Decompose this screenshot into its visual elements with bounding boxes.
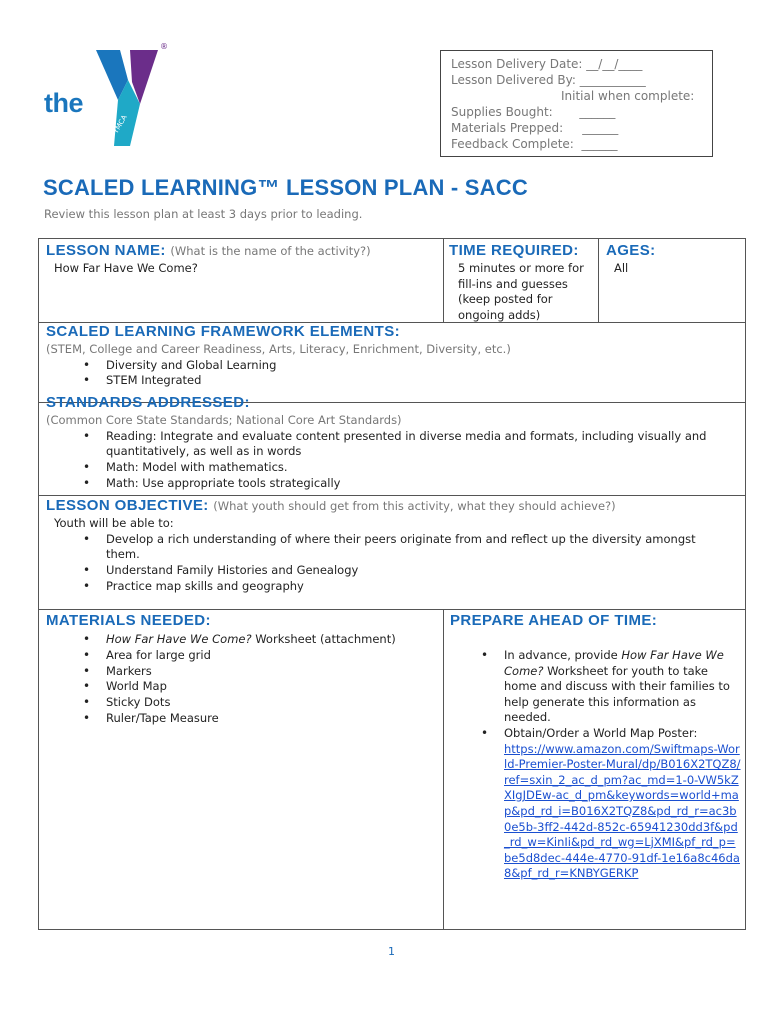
logo-the-text: the [44, 88, 83, 118]
ymca-logo [44, 42, 169, 152]
prepare-cell [450, 612, 745, 882]
materials-list [46, 632, 441, 727]
column-divider [443, 609, 444, 929]
ages-cell [606, 242, 741, 277]
page-subtitle: Review this lesson plan at least 3 days prior to leading. [44, 207, 363, 221]
prepare-item1-title: How Far Have We Come? [504, 648, 724, 678]
lesson-delivery-date: Lesson Delivery Date: __/__/____ [451, 57, 643, 71]
list-item: • World Map [106, 679, 441, 695]
list-item [106, 632, 441, 648]
objective-note: (What youth should get from this activity, what they should achieve?) [213, 499, 616, 513]
prepare-label: PREPARE AHEAD OF TIME: [450, 612, 658, 629]
time-required-label: TIME REQUIRED: [449, 242, 579, 259]
worksheet-rest: Worksheet (attachment) [251, 632, 396, 646]
prepare-list [450, 648, 745, 882]
lesson-name-cell [46, 242, 441, 277]
delivery-checklist [440, 50, 713, 157]
column-divider [598, 239, 599, 322]
standards-list [46, 429, 741, 492]
lesson-delivered-by: Lesson Delivered By: ___________ [451, 73, 646, 87]
list-item: • Reading: Integrate and evaluate content presented in diverse media and formats, including visually and quantitatively, as well as in words [106, 429, 736, 461]
feedback-complete: Feedback Complete: ______ [451, 137, 618, 151]
objective-cell [46, 497, 741, 595]
page-title: SCALED LEARNING™ LESSON PLAN - SACC [43, 175, 528, 200]
list-item: • Practice map skills and geography [106, 579, 741, 595]
time-required-value: 5 minutes or more for fill-ins and guesses (keep posted for ongoing adds) [458, 261, 584, 322]
list-item: • Math: Use appropriate tools strategically [106, 476, 741, 492]
list-item: • Understand Family Histories and Genealogy [106, 563, 741, 579]
list-item [504, 648, 736, 726]
registered-mark: ® [160, 42, 168, 51]
prepare-item1-pre: In advance, provide [504, 648, 622, 662]
framework-note: (STEM, College and Career Readiness, Arts, Literacy, Enrichment, Diversity, etc.) [46, 342, 511, 356]
lesson-name-note: (What is the name of the activity?) [170, 244, 371, 258]
list-item: • Diversity and Global Learning [106, 358, 741, 374]
page-number: 1 [388, 945, 395, 958]
list-item: • Sticky Dots [106, 695, 441, 711]
list-item: • Ruler/Tape Measure [106, 711, 441, 727]
list-item: • STEM Integrated [106, 373, 741, 389]
world-map-poster-link[interactable]: https://www.amazon.com/Swiftmaps-World-Premier-Poster-Mural/dp/B016X2TQZ8/ref=sxin_2_ac_d_pm?ac_md=1-0-VW5kZXIgJDEw-ac_d_pm&keywords=world+map&pd_rd_i=B016X2TQZ8&pd_rd_r=ac3b0e5b-3ff2-442d-852c-65941230dd3f&pd_rd_w=KinIi&pd_rd_wg=LjXMI&pf_rd_p=be5d8dec-444e-4770-91df-1e16a8c46da8&pf_rd_r=KNBYGERKP [504, 741, 741, 881]
supplies-bought: Supplies Bought: ______ [451, 105, 616, 119]
lesson-name-label: LESSON NAME: [46, 242, 166, 259]
materials-label: MATERIALS NEEDED: [46, 612, 211, 629]
time-required-cell [449, 242, 597, 323]
ages-label: AGES: [606, 242, 656, 259]
framework-label: SCALED LEARNING FRAMEWORK ELEMENTS: [46, 323, 400, 340]
ages-value: All [614, 261, 629, 275]
standards-note: (Common Core State Standards; National Core Art Standards) [46, 413, 402, 427]
row-divider [39, 609, 745, 610]
list-item: • Area for large grid [106, 648, 441, 664]
column-divider [443, 239, 444, 322]
materials-cell [46, 612, 441, 727]
prepare-item1-post: Worksheet for youth to take home and discuss with their families to help generate this information as needed. [504, 663, 730, 725]
list-item: • Math: Model with mathematics. [106, 460, 741, 476]
list-item: • Markers [106, 664, 441, 680]
standards-label: STANDARDS ADDRESSED: [46, 394, 250, 411]
standards-cell [46, 394, 741, 492]
framework-list [46, 358, 741, 390]
objective-intro: Youth will be able to: [54, 516, 174, 530]
framework-cell [46, 323, 741, 389]
objective-list [46, 532, 741, 595]
lesson-plan-table [38, 238, 746, 930]
svg-text:YMCA: YMCA [111, 113, 129, 135]
lesson-name-value: How Far Have We Come? [54, 261, 198, 275]
initial-when-complete: Initial when complete: [561, 89, 695, 103]
objective-label: LESSON OBJECTIVE: [46, 497, 209, 514]
worksheet-title: How Far Have We Come? [106, 632, 252, 646]
prepare-item2: Obtain/Order a World Map Poster: [504, 725, 698, 740]
row-divider [39, 495, 745, 496]
materials-prepped: Materials Prepped: ______ [451, 121, 619, 135]
list-item: • Develop a rich understanding of where their peers originate from and reflect up the diversity amongst them. [106, 532, 706, 564]
list-item [504, 726, 742, 882]
